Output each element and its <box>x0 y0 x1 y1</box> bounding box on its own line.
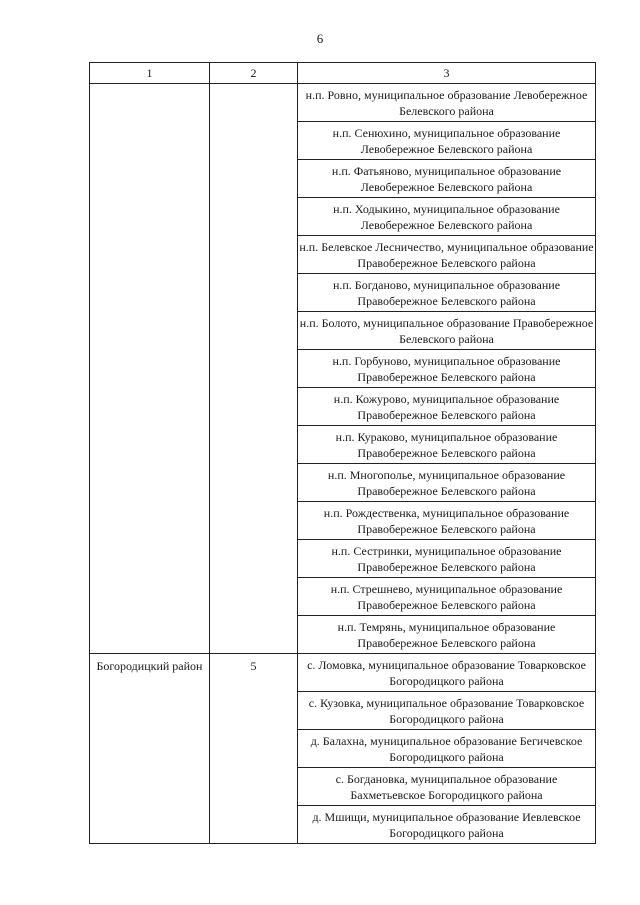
settlement-entry: с. Кузовка, муниципальное образование Товарковское Богородицкого района <box>298 692 596 730</box>
settlement-entry: н.п. Ходыкино, муниципальное образование Левобережное Белевского района <box>298 198 596 236</box>
region-name: Богородицкий район <box>96 659 203 673</box>
settlement-entry: н.п. Сестринки, муниципальное образование Правобережное Белевского района <box>298 540 596 578</box>
settlement-count: 5 <box>250 659 257 673</box>
settlement-entry: н.п. Богданово, муниципальное образование Правобережное Белевского района <box>298 274 596 312</box>
region-cell <box>90 654 210 844</box>
table-row <box>90 84 596 122</box>
settlement-entry: н.п. Ровно, муниципальное образование Левобережное Белевского района <box>298 84 596 122</box>
settlement-entry: н.п. Сенюхино, муниципальное образование Левобережное Белевского района <box>298 122 596 160</box>
settlement-entry: н.п. Темрянь, муниципальное образование Правобережное Белевского района <box>298 616 596 654</box>
settlement-entry: с. Ломовка, муниципальное образование Товарковское Богородицкого района <box>298 654 596 692</box>
settlement-entry: д. Балахна, муниципальное образование Бегичевское Богородицкого района <box>298 730 596 768</box>
settlement-count <box>210 84 297 88</box>
settlement-entry: н.п. Горбуново, муниципальное образование Правобережное Белевского района <box>298 350 596 388</box>
table-body <box>90 63 596 844</box>
settlement-entry: н.п. Фатьяново, муниципальное образование Левобережное Белевского района <box>298 160 596 198</box>
column-header-2: 2 <box>210 63 298 84</box>
settlement-entry: н.п. Кураково, муниципальное образование Правобережное Белевского района <box>298 426 596 464</box>
page-number: 6 <box>316 31 324 46</box>
settlement-entry: н.п. Кожурово, муниципальное образование Правобережное Белевского района <box>298 388 596 426</box>
count-cell <box>210 84 298 654</box>
settlement-entry: с. Богдановка, муниципальное образование Бахметьевское Богородицкого района <box>298 768 596 806</box>
settlement-entry: н.п. Болото, муниципальное образование Правобережное Белевского района <box>298 312 596 350</box>
region-cell <box>90 84 210 654</box>
settlement-entry: н.п. Белевское Лесничество, муниципальное образование Правобережное Белевского района <box>298 236 596 274</box>
region-name <box>90 84 209 88</box>
settlements-table <box>89 62 596 844</box>
table-row <box>90 654 596 692</box>
settlement-entry: н.п. Стрешнево, муниципальное образование Правобережное Белевского района <box>298 578 596 616</box>
settlement-entry: д. Мшищи, муниципальное образование Иевлевское Богородицкого района <box>298 806 596 844</box>
settlement-entry: н.п. Рождественка, муниципальное образование Правобережное Белевского района <box>298 502 596 540</box>
settlement-entry: н.п. Многополье, муниципальное образование Правобережное Белевского района <box>298 464 596 502</box>
table-header-row <box>90 63 596 84</box>
count-cell <box>210 654 298 844</box>
column-header-3: 3 <box>298 63 596 84</box>
column-header-1: 1 <box>90 63 210 84</box>
